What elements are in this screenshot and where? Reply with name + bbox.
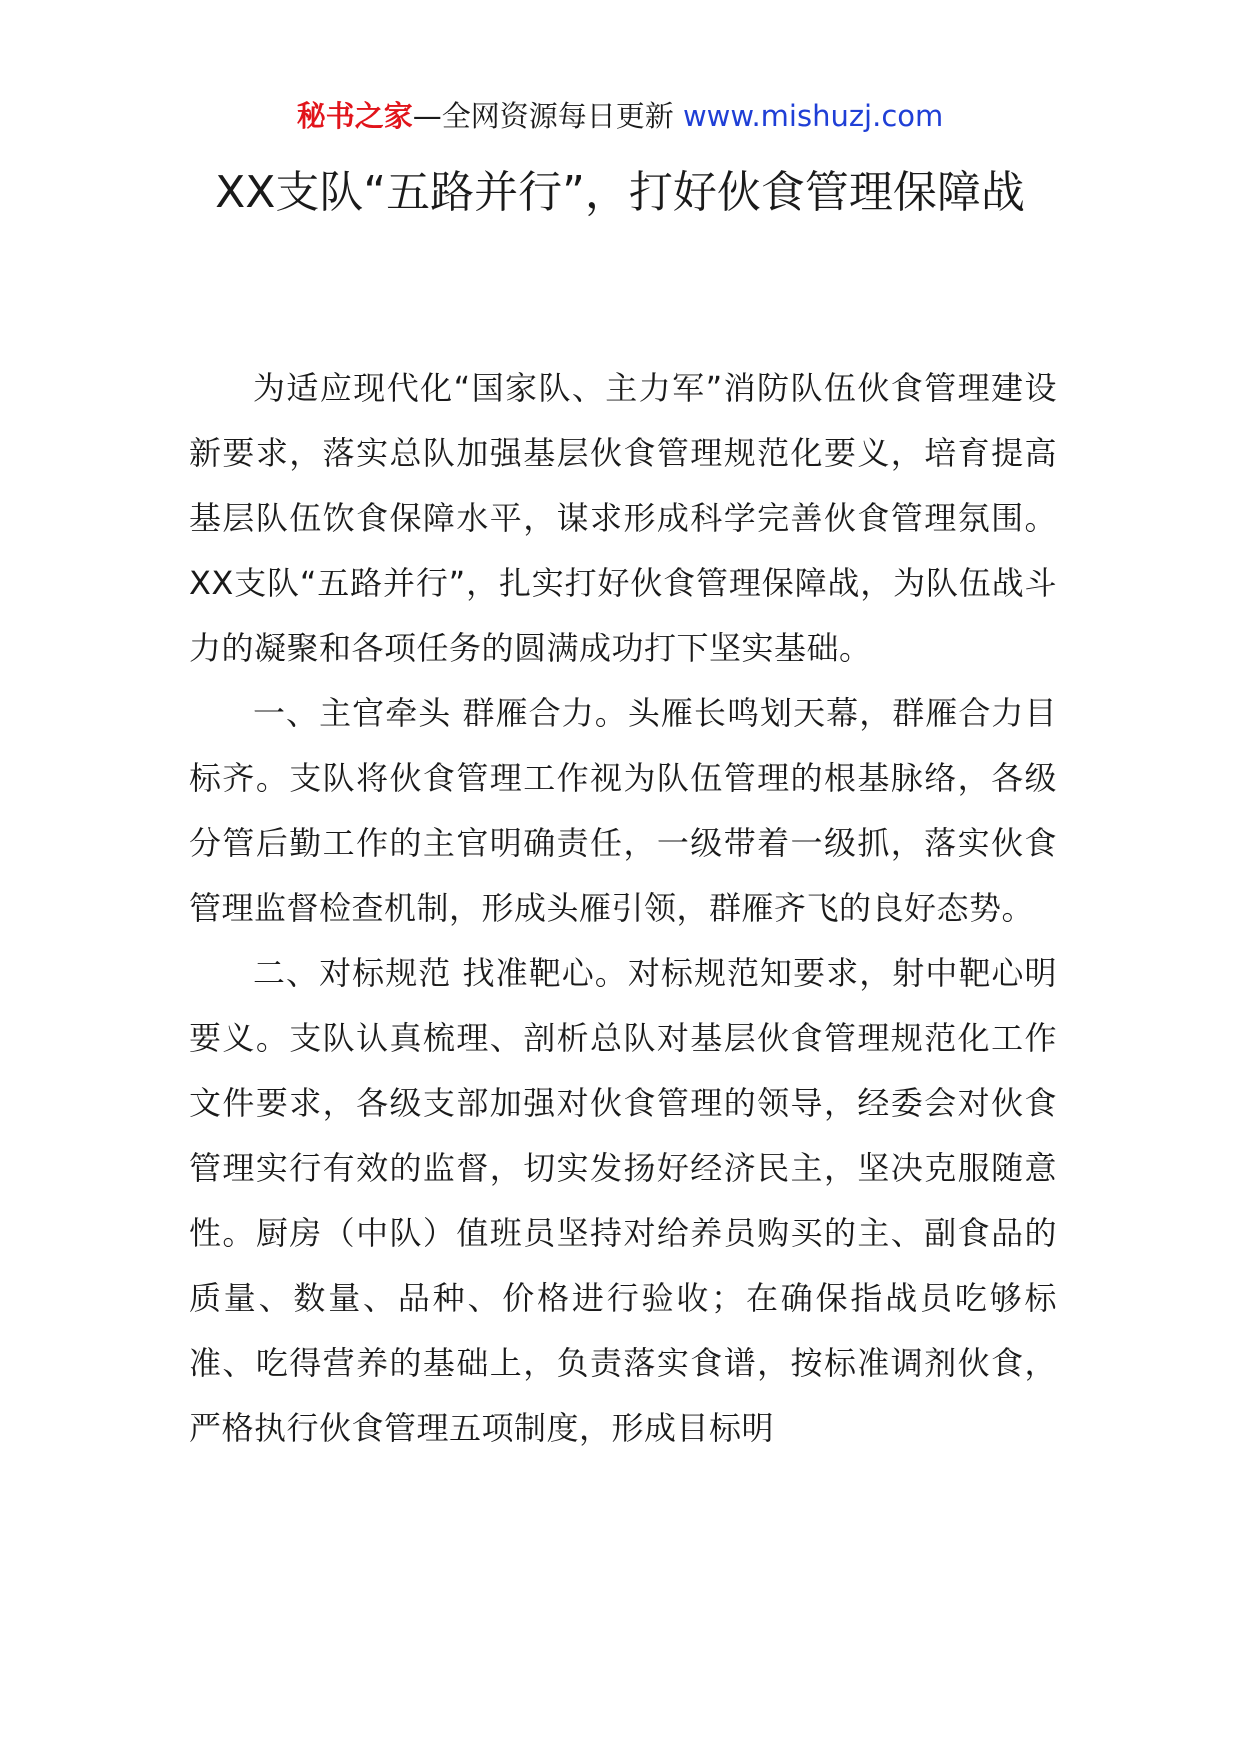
- paragraph-section-2: 二、对标规范 找准靶心。对标规范知要求，射中靶心明要义。支队认真梳理、剖析总队对基层伙食管理规范化工作文件要求，各级支部加强对伙食管理的领导，经委会对伙食管理实行有效的监督，切实发扬好经济民主，坚决克服随意性。厨房（中队）值班员坚持对给养员购买的主、副食品的质量、数量、品种、价格进行验收；在确保指战员吃够标准、吃得营养的基础上，负责落实食谱，按标准调剂伙食，严格执行伙食管理五项制度，形成目标明: [189, 954, 1057, 1447]
- site-brand: 秘书之家: [296, 99, 413, 133]
- site-url-link[interactable]: www.mishuzj.com: [682, 99, 944, 133]
- document-body: [189, 356, 1057, 1461]
- paragraph-intro: 为适应现代化“国家队、主力军”消防队伍伙食管理建设新要求，落实总队加强基层伙食管理规范化要义，培育提高基层队伍饮食保障水平，谋求形成科学完善伙食管理氛围。XX支队“五路并行”，扎实打好伙食管理保障战，为队伍战斗力的凝聚和各项任务的圆满成功打下坚实基础。: [189, 369, 1057, 667]
- document-title: XX支队“五路并行”，打好伙食管理保障战: [215, 167, 1025, 218]
- site-tagline: —全网资源每日更新: [412, 99, 674, 133]
- site-header: [0, 98, 1240, 136]
- paragraph-section-1: 一、主官牵头 群雁合力。头雁长鸣划天幕，群雁合力目标齐。支队将伙食管理工作视为队伍管理的根基脉络，各级分管后勤工作的主官明确责任，一级带着一级抓，落实伙食管理监督检查机制，形成头雁引领，群雁齐飞的良好态势。: [189, 694, 1057, 927]
